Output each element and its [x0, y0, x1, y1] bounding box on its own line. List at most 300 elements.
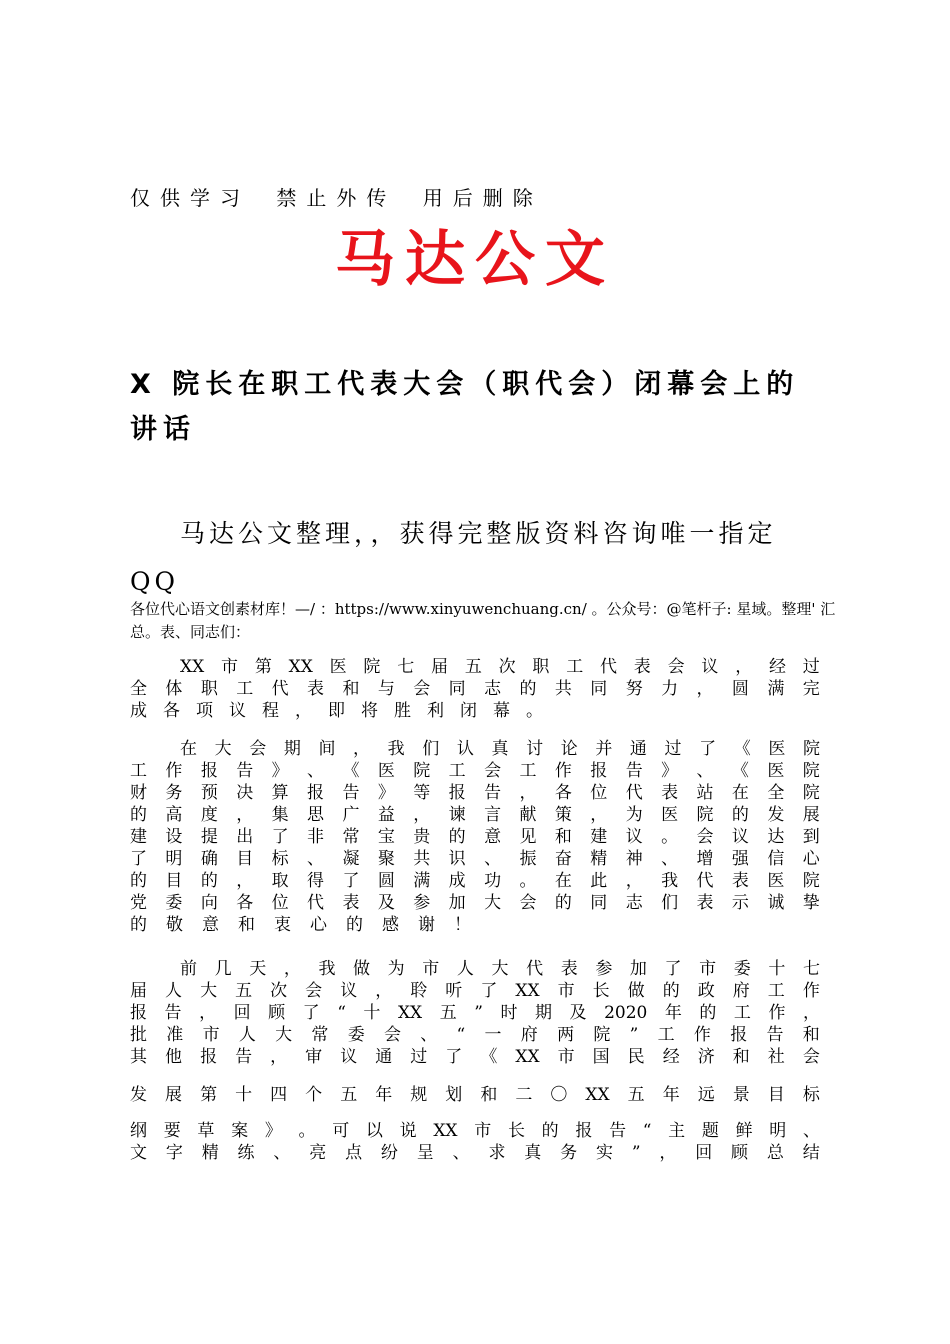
text-glyph: 呈: [416, 1143, 434, 1163]
text-glyph: 表: [633, 657, 651, 677]
text-glyph: 亮: [309, 1143, 327, 1163]
text-glyph: 批: [130, 1025, 147, 1045]
text-line: [130, 980, 820, 1002]
text-glyph: 《: [733, 739, 751, 759]
text-line: [130, 760, 820, 782]
text-glyph: 非: [307, 827, 325, 847]
text-glyph: 各: [236, 893, 254, 913]
text-glyph: 思: [307, 805, 325, 825]
text-glyph: 在: [554, 871, 572, 891]
text-glyph: ”: [474, 1003, 483, 1023]
text-glyph: ，: [283, 959, 301, 979]
text-glyph: 集: [271, 805, 289, 825]
text-glyph: 高: [165, 805, 183, 825]
paragraph-3: [130, 958, 820, 1068]
text-glyph: 院: [696, 805, 714, 825]
text-glyph: 2020: [604, 1003, 648, 1023]
text-glyph: 表: [661, 783, 679, 803]
text-glyph: 位: [271, 893, 289, 913]
text-glyph: 规: [410, 1085, 428, 1105]
text-line: [130, 870, 820, 892]
text-glyph: 政: [697, 981, 715, 1001]
text-glyph: 党: [130, 893, 147, 913]
text-glyph: 二: [515, 1085, 533, 1105]
text-glyph: 程: [262, 701, 279, 721]
text-glyph: 》: [271, 761, 289, 781]
text-glyph: 、: [420, 1025, 438, 1045]
document-title: X 院长在职工代表大会（职代会）闭幕会上的讲话: [130, 369, 800, 445]
intro-paragraph: 马达公文整理，，获得完整版资料咨询唯一指定QQ: [130, 519, 777, 596]
text-glyph: 总: [766, 1143, 784, 1163]
text-glyph: 国: [592, 1047, 610, 1067]
text-glyph: 会: [383, 1025, 401, 1045]
text-glyph: 意: [202, 915, 219, 935]
text-glyph: 院: [413, 761, 431, 781]
text-line: [130, 958, 820, 980]
text-glyph: 大: [275, 1025, 293, 1045]
text-glyph: 文: [130, 1143, 147, 1163]
text-glyph: 与: [377, 679, 395, 699]
text-glyph: 作: [693, 1025, 711, 1045]
text-glyph: 完: [802, 679, 820, 699]
text-glyph: 提: [200, 827, 218, 847]
text-glyph: ，: [270, 1047, 288, 1067]
paragraph-2: [130, 738, 820, 936]
text-glyph: 精: [590, 849, 608, 869]
text-glyph: 十: [363, 1003, 381, 1023]
text-glyph: 职: [532, 657, 550, 677]
text-glyph: 衷: [274, 915, 291, 935]
text-glyph: 工: [236, 679, 254, 699]
text-glyph: 年: [662, 1085, 680, 1105]
text-glyph: 达: [767, 827, 785, 847]
text-glyph: 了: [342, 871, 360, 891]
text-glyph: 院: [802, 739, 820, 759]
text-glyph: 和: [554, 827, 572, 847]
text-glyph: 代: [600, 657, 617, 677]
text-glyph: 预: [200, 783, 218, 803]
text-glyph: 七: [802, 959, 820, 979]
text-glyph: 天: [249, 959, 267, 979]
text-glyph: 、: [273, 1143, 291, 1163]
text-glyph: 言: [484, 805, 502, 825]
notice-delete-after-use: 用后删除: [422, 186, 543, 210]
text-glyph: 即: [328, 701, 345, 721]
text-glyph: 及: [569, 1003, 587, 1023]
text-glyph: 听: [445, 981, 463, 1001]
text-glyph: 市: [202, 1025, 220, 1045]
text-glyph: 强: [731, 849, 749, 869]
text-glyph: 府: [520, 1025, 538, 1045]
text-glyph: 的: [346, 915, 363, 935]
text-glyph: 报: [130, 1003, 147, 1023]
text-glyph: 说: [399, 1121, 417, 1141]
text-glyph: 医: [329, 657, 347, 677]
text-glyph: ，: [236, 805, 254, 825]
text-glyph: 题: [701, 1121, 719, 1141]
text-glyph: ”: [631, 1143, 641, 1163]
text-glyph: 标: [271, 849, 289, 869]
text-glyph: 回: [233, 1003, 251, 1023]
text-glyph: 景: [732, 1085, 750, 1105]
text-glyph: 工: [448, 761, 466, 781]
text-glyph: 目: [767, 1085, 785, 1105]
paragraph-4: [130, 1084, 820, 1106]
text-glyph: 了: [302, 1003, 320, 1023]
text-glyph: 会: [484, 761, 502, 781]
text-glyph: 目: [236, 849, 254, 869]
text-glyph: 经: [768, 657, 786, 677]
text-glyph: 真: [491, 739, 509, 759]
text-glyph: 报: [448, 783, 466, 803]
text-glyph: 在: [731, 783, 749, 803]
text-glyph: 工: [767, 981, 785, 1001]
text-glyph: 次: [498, 657, 516, 677]
text-glyph: 们: [661, 893, 679, 913]
text-glyph: XX: [515, 1047, 540, 1067]
text-glyph: 等: [413, 783, 431, 803]
text-glyph: 的: [519, 679, 537, 699]
text-glyph: 得: [307, 871, 325, 891]
text-glyph: 长: [592, 981, 610, 1001]
text-glyph: 明: [165, 849, 183, 869]
text-glyph: 会: [519, 893, 537, 913]
text-glyph: 告: [484, 783, 502, 803]
text-glyph: 工: [657, 1025, 675, 1045]
text-glyph: 为: [387, 959, 405, 979]
text-glyph: 了: [271, 827, 289, 847]
text-glyph: 五: [627, 1085, 645, 1105]
text-glyph: “: [642, 1121, 652, 1141]
text-glyph: 》: [661, 761, 679, 781]
text-glyph: 闭: [460, 701, 477, 721]
text-glyph: 共: [413, 849, 431, 869]
text-line: [130, 826, 820, 848]
text-glyph: 《: [342, 761, 360, 781]
text-glyph: 展: [165, 1085, 183, 1105]
text-glyph: 十: [235, 1085, 253, 1105]
text-glyph: 鲜: [735, 1121, 753, 1141]
text-glyph: 力: [661, 679, 679, 699]
text-glyph: 出: [236, 827, 254, 847]
text-glyph: 努: [625, 679, 643, 699]
text-glyph: 结: [802, 1143, 820, 1163]
text-glyph: 识: [448, 849, 466, 869]
text-glyph: 、: [307, 849, 325, 869]
text-glyph: 的: [554, 893, 572, 913]
text-glyph: 纲: [130, 1121, 147, 1141]
text-glyph: 院: [802, 783, 820, 803]
text-glyph: 全: [130, 679, 147, 699]
text-glyph: 委: [165, 893, 183, 913]
text-glyph: 聆: [410, 981, 428, 1001]
text-glyph: 建: [590, 827, 608, 847]
text-glyph: 和: [802, 1025, 820, 1045]
text-glyph: 告: [766, 1025, 784, 1045]
text-glyph: 功: [484, 871, 502, 891]
text-glyph: 此: [590, 871, 608, 891]
text-glyph: 个: [305, 1085, 323, 1105]
text-glyph: 年: [664, 1003, 682, 1023]
text-glyph: 。: [526, 701, 543, 721]
text-glyph: 凝: [342, 849, 360, 869]
text-glyph: 前: [180, 959, 197, 979]
text-glyph: 发: [767, 805, 785, 825]
text-glyph: 委: [733, 959, 751, 979]
text-glyph: 表: [307, 679, 325, 699]
text-line: [130, 782, 820, 804]
text-glyph: 会: [413, 679, 431, 699]
text-glyph: 报: [200, 761, 218, 781]
text-glyph: 议: [625, 827, 643, 847]
text-glyph: 年: [375, 1085, 393, 1105]
text-line: [130, 700, 820, 722]
text-glyph: 划: [445, 1085, 463, 1105]
text-glyph: 职: [200, 679, 218, 699]
text-glyph: ，: [375, 981, 393, 1001]
text-glyph: 作: [768, 1003, 786, 1023]
text-glyph: 报: [575, 1121, 593, 1141]
text-line: [130, 678, 820, 700]
text-glyph: 。: [661, 827, 679, 847]
text-glyph: 委: [347, 1025, 365, 1045]
text-glyph: 了: [480, 981, 498, 1001]
text-glyph: 长: [507, 1121, 525, 1141]
text-glyph: 加: [629, 959, 647, 979]
text-glyph: 草: [197, 1121, 215, 1141]
text-glyph: 算: [271, 783, 289, 803]
text-glyph: 献: [519, 805, 537, 825]
text-glyph: “: [456, 1025, 466, 1045]
text-glyph: 代: [271, 679, 289, 699]
text-glyph: 志: [484, 679, 502, 699]
text-glyph: 院: [802, 761, 820, 781]
text-glyph: 聚: [377, 849, 395, 869]
text-glyph: 我: [387, 739, 405, 759]
text-glyph: 会: [802, 1047, 820, 1067]
text-glyph: 增: [696, 849, 714, 869]
text-glyph: 幕: [493, 701, 510, 721]
text-line: [130, 1046, 820, 1068]
text-glyph: 展: [802, 805, 820, 825]
text-glyph: 市: [221, 657, 239, 677]
text-glyph: 见: [519, 827, 537, 847]
text-line: [130, 914, 820, 936]
text-glyph: 意: [484, 827, 502, 847]
text-glyph: 财: [130, 783, 147, 803]
text-glyph: 确: [200, 849, 218, 869]
text-glyph: 议: [340, 1047, 358, 1067]
text-glyph: 同: [590, 893, 608, 913]
text-glyph: 〇: [550, 1085, 568, 1105]
text-glyph: 成: [448, 871, 466, 891]
text-glyph: 医: [661, 805, 679, 825]
text-glyph: ，: [696, 679, 714, 699]
text-glyph: ，: [659, 1143, 677, 1163]
source-note: 各位代心语文创素材库！—/ ：https://www.xinyuwenchuang.cn/ 。公众号：@笔杆子: 星域。整理' 汇总。表、同志们：: [130, 600, 836, 641]
text-glyph: 告: [236, 761, 254, 781]
text-glyph: 广: [342, 805, 360, 825]
text-glyph: 共: [554, 679, 572, 699]
text-glyph: 务: [165, 783, 183, 803]
text-glyph: 纷: [380, 1143, 398, 1163]
text-glyph: 他: [165, 1047, 183, 1067]
text-glyph: 七: [397, 657, 415, 677]
text-glyph: 间: [318, 739, 336, 759]
text-glyph: 准: [166, 1025, 184, 1045]
text-glyph: 代: [307, 893, 325, 913]
text-glyph: 工: [519, 761, 537, 781]
text-line: [130, 1142, 820, 1164]
text-glyph: 取: [271, 871, 289, 891]
text-glyph: 会: [667, 657, 685, 677]
text-glyph: 、: [484, 849, 502, 869]
brand-title: 马达公文: [335, 225, 615, 295]
text-glyph: 审: [305, 1047, 323, 1067]
text-glyph: 市: [422, 959, 440, 979]
text-glyph: ，: [295, 701, 312, 721]
text-glyph: 表: [560, 959, 578, 979]
text-glyph: 建: [130, 827, 147, 847]
restriction-notice: [130, 182, 543, 211]
text-glyph: 期: [535, 1003, 552, 1023]
text-glyph: 在: [180, 739, 197, 759]
text-glyph: 五: [464, 657, 482, 677]
text-glyph: 度: [200, 805, 218, 825]
text-glyph: 各: [163, 701, 180, 721]
text-glyph: 《: [480, 1047, 498, 1067]
text-glyph: ，: [590, 805, 608, 825]
text-glyph: 的: [662, 981, 680, 1001]
text-glyph: 通: [629, 739, 647, 759]
text-glyph: 议: [731, 827, 749, 847]
text-glyph: 和: [238, 915, 255, 935]
text-glyph: 民: [627, 1047, 645, 1067]
text-glyph: 两: [557, 1025, 575, 1045]
text-glyph: ，: [353, 739, 371, 759]
text-glyph: 讨: [526, 739, 544, 759]
text-glyph: 志: [625, 893, 643, 913]
text-glyph: ，: [625, 871, 643, 891]
paragraph-5: [130, 1120, 820, 1164]
text-glyph: 我: [661, 871, 679, 891]
text-glyph: 参: [595, 959, 613, 979]
text-glyph: 其: [130, 1047, 147, 1067]
text-glyph: 感: [382, 915, 399, 935]
text-glyph: 远: [697, 1085, 715, 1105]
text-glyph: 过: [664, 739, 682, 759]
text-glyph: 表: [731, 871, 749, 891]
text-glyph: 位: [590, 783, 608, 803]
text-glyph: 人: [456, 959, 474, 979]
text-glyph: 我: [318, 959, 336, 979]
text-glyph: 示: [731, 893, 749, 913]
text-glyph: 了: [445, 1047, 463, 1067]
text-line: [130, 656, 820, 678]
text-glyph: 第: [200, 1085, 218, 1105]
text-glyph: 同: [590, 679, 608, 699]
text-glyph: XX: [585, 1085, 610, 1105]
text-glyph: ，: [735, 657, 753, 677]
text-glyph: ，: [519, 783, 537, 803]
text-glyph: 体: [165, 679, 183, 699]
text-glyph: 几: [214, 959, 232, 979]
text-glyph: 代: [696, 871, 714, 891]
text-glyph: 作: [554, 761, 572, 781]
text-glyph: 挚: [802, 893, 820, 913]
text-glyph: 项: [196, 701, 213, 721]
notice-no-distribution: 禁止外传: [276, 186, 397, 210]
text-line: [130, 1084, 820, 1106]
text-glyph: XX: [180, 657, 205, 677]
text-glyph: 满: [413, 871, 431, 891]
text-glyph: 宝: [377, 827, 395, 847]
text-glyph: 谏: [448, 805, 466, 825]
text-glyph: 益: [377, 805, 395, 825]
text-line: [130, 738, 820, 760]
text-glyph: 发: [130, 1085, 147, 1105]
text-line: [130, 848, 820, 870]
text-glyph: 做: [353, 959, 371, 979]
text-line: [130, 1002, 820, 1024]
text-glyph: 届: [130, 981, 147, 1001]
text-glyph: 医: [767, 871, 785, 891]
text-glyph: 的: [731, 805, 749, 825]
text-glyph: 和: [342, 679, 360, 699]
text-glyph: 的: [130, 805, 147, 825]
text-glyph: 府: [732, 981, 750, 1001]
text-glyph: 实: [595, 1143, 613, 1163]
text-glyph: 报: [307, 783, 325, 803]
text-glyph: 、: [307, 761, 325, 781]
text-glyph: 了: [130, 849, 147, 869]
text-glyph: 次: [270, 981, 288, 1001]
text-glyph: 论: [560, 739, 578, 759]
text-glyph: 神: [625, 849, 643, 869]
text-glyph: 谢: [418, 915, 435, 935]
text-line: [130, 1120, 820, 1142]
text-glyph: 点: [345, 1143, 363, 1163]
text-glyph: 一: [484, 1025, 502, 1045]
text-glyph: ，: [236, 871, 254, 891]
text-glyph: 市: [474, 1121, 492, 1141]
text-glyph: 奋: [554, 849, 572, 869]
text-glyph: XX: [288, 657, 313, 677]
text-glyph: 十: [768, 959, 786, 979]
text-glyph: 。: [298, 1121, 316, 1141]
text-glyph: 、: [802, 1121, 820, 1141]
text-glyph: ，: [413, 805, 431, 825]
text-glyph: 的: [130, 915, 147, 935]
text-glyph: 过: [802, 657, 820, 677]
text-glyph: 院: [593, 1025, 611, 1045]
text-glyph: 务: [560, 1143, 578, 1163]
text-glyph: 诚: [767, 893, 785, 913]
text-glyph: 会: [696, 827, 714, 847]
paragraph-1: [130, 656, 820, 722]
text-glyph: ！: [454, 915, 471, 935]
text-glyph: 认: [456, 739, 474, 759]
text-glyph: 明: [769, 1121, 787, 1141]
text-glyph: 议: [229, 701, 246, 721]
text-glyph: 、: [452, 1143, 470, 1163]
text-glyph: 市: [699, 959, 717, 979]
text-glyph: 告: [342, 783, 360, 803]
text-glyph: 敬: [166, 915, 183, 935]
text-glyph: 到: [802, 827, 820, 847]
text-glyph: 了: [664, 959, 682, 979]
text-glyph: 了: [699, 739, 717, 759]
